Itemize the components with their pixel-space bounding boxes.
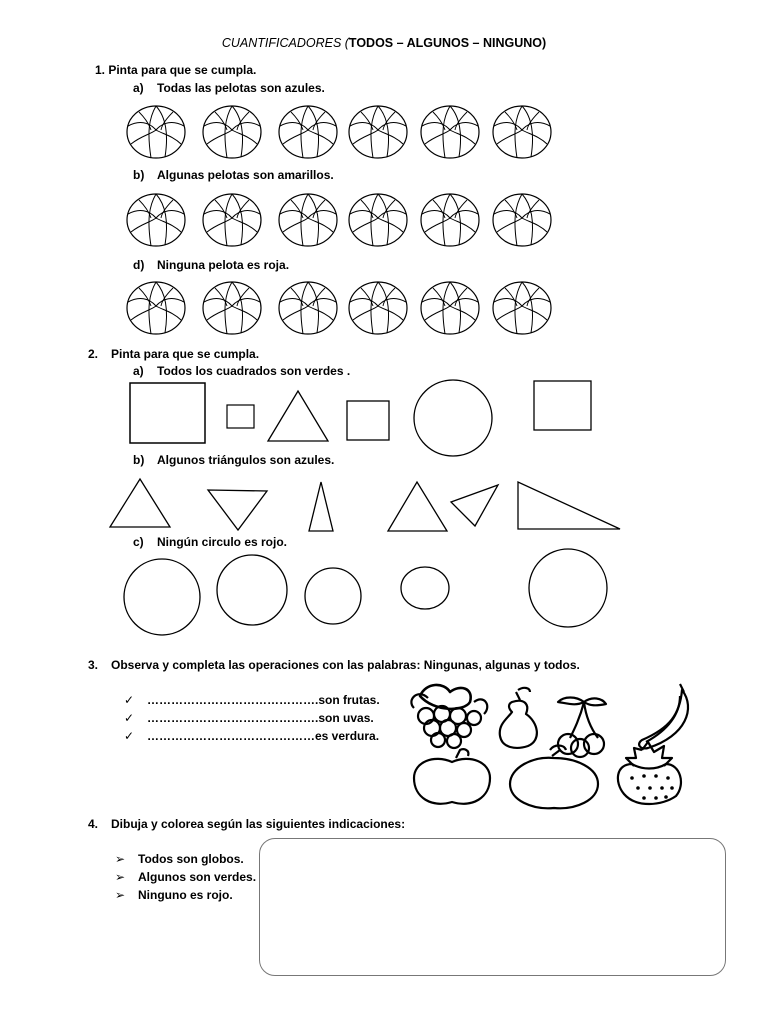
q1-item-d-marker: d) [133, 258, 145, 272]
small-square-shape[interactable] [227, 405, 254, 428]
blank-dots[interactable]: …………………………………… [147, 729, 315, 743]
q2-item-b-text: Algunos triángulos son azules. [157, 453, 335, 467]
q1-item-a-text: Todas las pelotas son azules. [157, 81, 325, 95]
q2-item-a-text: Todos los cuadrados son verdes . [157, 364, 351, 378]
arrow-bullet-icon: ➢ [115, 888, 126, 902]
check-icon: ✓ [124, 711, 135, 725]
right-triangle-shape[interactable] [518, 482, 620, 529]
blank-dots[interactable]: ……………………………………. [147, 711, 319, 725]
q4-bullet-text: Algunos son verdes. [138, 870, 257, 884]
arrow-bullet-icon: ➢ [115, 852, 126, 866]
banana-icon [639, 684, 688, 748]
q2-item-a-marker: a) [133, 364, 144, 378]
check-icon: ✓ [124, 693, 135, 707]
fill-blank-frutas[interactable] [147, 693, 380, 707]
circle-shape[interactable] [305, 568, 361, 624]
title-italic: CUANTIFICADORES ( [221, 36, 349, 50]
q4-heading: Dibuja y colorea según las siguientes indicaciones: [111, 817, 406, 831]
title-rest: TODOS – ALGUNOS – NINGUNO) [348, 36, 547, 50]
circle-shape[interactable] [529, 549, 607, 627]
triangle-shape[interactable] [110, 479, 170, 527]
triangle-shape[interactable] [388, 482, 447, 531]
q1-heading: 1. Pinta para que se cumpla. [95, 63, 257, 77]
q1-item-a-marker: a) [133, 81, 144, 95]
fill-blank-uvas[interactable] [147, 711, 374, 725]
big-square-shape[interactable] [130, 383, 205, 443]
q3-number: 3. [88, 658, 99, 672]
blank-suffix: es verdura. [315, 729, 380, 743]
arrow-bullet-icon: ➢ [115, 870, 126, 884]
q1-item-d-text: Ninguna pelota es roja. [157, 258, 290, 272]
grapes-icon [411, 685, 487, 748]
q4-bullet-text: Todos son globos. [138, 852, 244, 866]
blank-suffix: son frutas. [318, 693, 380, 707]
tilted-triangle-shape[interactable] [451, 485, 498, 526]
square-shape[interactable] [534, 381, 591, 430]
q1-item-b-marker: b) [133, 168, 145, 182]
q3-heading: Observa y completa las operaciones con las palabras: Ningunas, algunas y todos. [111, 658, 580, 672]
strawberry-icon [618, 742, 681, 804]
triangle-shape[interactable] [268, 391, 328, 441]
q2-item-c-text: Ningún circulo es rojo. [157, 535, 288, 549]
inverted-triangle-shape[interactable] [208, 490, 267, 530]
q2-item-c-marker: c) [133, 535, 144, 549]
pear-icon [500, 688, 537, 748]
q4-bullet-text: Ninguno es rojo. [138, 888, 233, 902]
medium-square-shape[interactable] [347, 401, 389, 440]
circle-shape[interactable] [124, 559, 200, 635]
blank-dots[interactable]: ……………………………………. [147, 693, 319, 707]
q1-item-b-text: Algunas pelotas son amarillos. [157, 168, 334, 182]
drawing-answer-box[interactable] [259, 838, 726, 976]
check-icon: ✓ [124, 729, 135, 743]
q2-number: 2. [88, 347, 99, 361]
fill-blank-verdura[interactable] [147, 729, 379, 743]
circle-shape[interactable] [414, 380, 492, 456]
blank-suffix: son uvas. [318, 711, 374, 725]
circle-shape[interactable] [401, 567, 449, 609]
q4-number: 4. [88, 817, 99, 831]
thin-triangle-shape[interactable] [309, 482, 333, 531]
q2-heading: Pinta para que se cumpla. [111, 347, 260, 361]
circle-shape[interactable] [217, 555, 287, 625]
apple-icon [414, 749, 490, 803]
q2-item-b-marker: b) [133, 453, 145, 467]
fruits-illustration [404, 678, 702, 812]
